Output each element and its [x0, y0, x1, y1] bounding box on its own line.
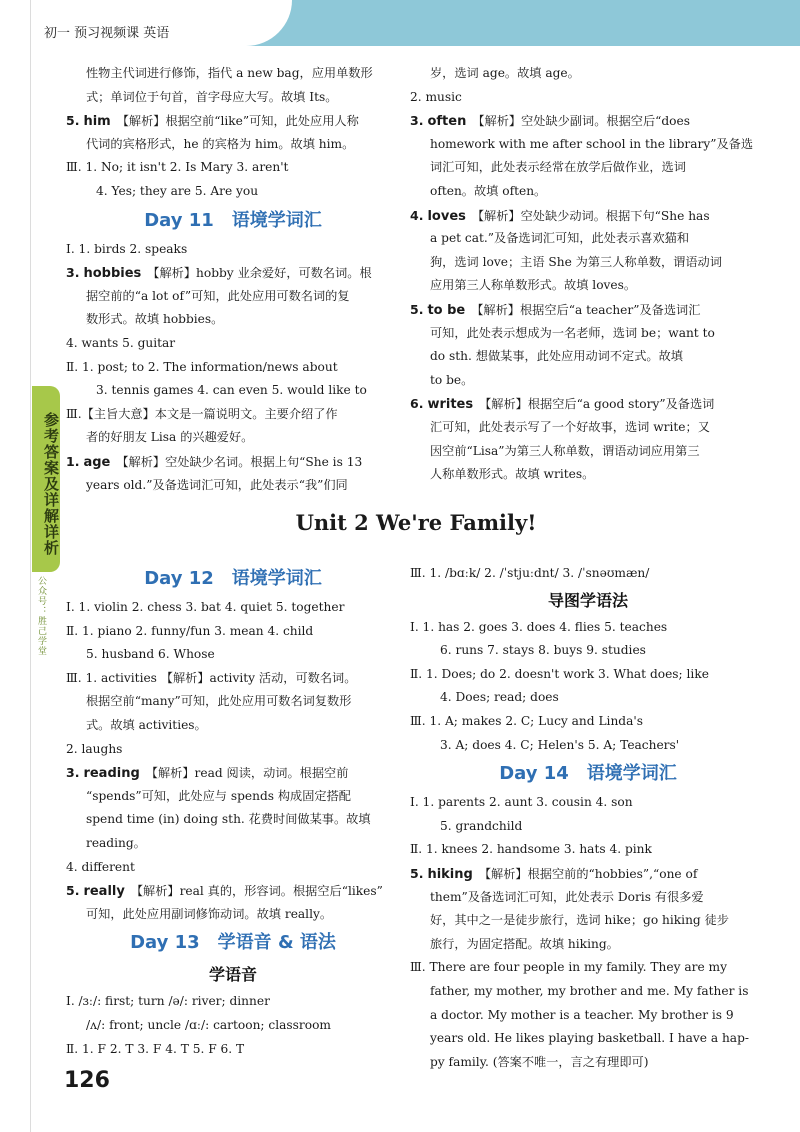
answer-text: Ⅰ. 1. has 2. goes 3. does 4. flies 5. teaches	[410, 619, 668, 634]
answer-line	[410, 62, 766, 86]
answer-text: 【解析】read 阅读，动词。根据空前	[145, 766, 349, 781]
answer-line	[410, 345, 766, 369]
answer-text: a pet cat.”及备选词汇可知，此处表示喜欢猫和	[430, 231, 690, 246]
answer-line	[410, 686, 766, 710]
answer-keyword: hiking	[427, 866, 473, 882]
day-12-label: Day 12	[144, 568, 214, 589]
answer-line	[66, 332, 400, 356]
answer-text: /ʌ/: front; uncle /ɑː/: cartoon; classroom	[86, 1017, 331, 1032]
page-number: 126	[64, 1068, 110, 1093]
answer-line	[410, 298, 766, 322]
answer-line	[66, 1038, 400, 1062]
answer-text: 数形式。故填 hobbies。	[86, 312, 224, 327]
right-column-lower	[410, 562, 766, 1074]
answer-line	[410, 710, 766, 734]
answer-line	[410, 369, 766, 393]
item-number: 1.	[66, 453, 80, 469]
answer-line	[410, 639, 766, 663]
answer-line	[410, 1004, 766, 1028]
item-number: 5.	[66, 883, 80, 899]
answer-text: Ⅲ. 1. A; makes 2. C; Lucy and Linda's	[410, 713, 643, 728]
answer-line	[66, 238, 400, 262]
day-14-heading	[410, 757, 766, 791]
answer-text: 【解析】空处缺少副词。根据空后“does	[472, 114, 690, 129]
answer-text: 应用第三人称单数形式。故填 loves。	[430, 278, 637, 293]
answer-text: 式。故填 activities。	[86, 717, 207, 732]
answer-text: Ⅲ. 1. No; it isn't 2. Is Mary 3. aren't	[66, 160, 289, 175]
left-day13-block	[66, 990, 400, 1061]
right-grammar-block	[410, 616, 766, 758]
answer-text: 3. A; does 4. C; Helen's 5. A; Teachers'	[440, 737, 680, 752]
header-title: 初一 预习视频课 英语	[44, 26, 170, 41]
answer-text: 汇可知，此处表示写了一个好故事，选词 write；又	[430, 419, 710, 434]
answer-text: “spends”可知，此处应与 spends 构成固定搭配	[86, 788, 351, 803]
answer-line	[410, 416, 766, 440]
answer-line	[66, 403, 400, 427]
answer-text: 据空前的“a lot of”可知，此处应用可数名词的复	[86, 288, 350, 303]
answer-line	[410, 156, 766, 180]
answer-line	[410, 109, 766, 133]
answer-line	[66, 156, 400, 180]
day-13-heading	[66, 926, 400, 960]
item-number: 3.	[410, 113, 424, 129]
answer-text: 式；单词位于句首，首字母应大写。故填 Its。	[86, 89, 338, 104]
answer-line	[66, 667, 400, 691]
answer-line	[410, 227, 766, 251]
answer-text: 【解析】real 真的，形容词。根据空后“likes”	[130, 884, 383, 899]
item-number: 5.	[66, 113, 80, 129]
answer-text: 旅行，为固定搭配。故填 hiking。	[430, 936, 619, 951]
left-column-lower	[66, 562, 400, 1061]
answer-line	[66, 450, 400, 474]
answer-text: 因空前“Lisa”为第三人称单数，谓语动词应用第三	[430, 443, 700, 458]
item-number: 3.	[66, 765, 80, 781]
answer-keyword: writes	[427, 397, 474, 413]
answer-line	[66, 714, 400, 738]
day-13-title: 学语音 & 语法	[217, 932, 336, 954]
answer-line	[66, 690, 400, 714]
answer-text: spend time (in) doing sth. 花费时间做某事。故填	[86, 812, 371, 827]
answer-text: 者的好朋友 Lisa 的兴趣爱好。	[86, 430, 254, 445]
answer-text: 2. laughs	[66, 741, 123, 756]
answer-line	[410, 980, 766, 1004]
answer-keyword: really	[83, 884, 125, 900]
answer-line	[410, 440, 766, 464]
answer-text: Ⅰ. 1. violin 2. chess 3. bat 4. quiet 5. together	[66, 600, 345, 614]
answer-text: 4. Does; read; does	[440, 690, 559, 705]
answer-text: Ⅰ. 1. parents 2. aunt 3. cousin 4. son	[410, 795, 633, 810]
answer-line	[410, 322, 766, 346]
day-11-heading	[66, 204, 400, 238]
answer-text: 人称单数形式。故填 writes。	[430, 467, 595, 482]
item-number: 5.	[410, 865, 424, 881]
answer-keyword: hobbies	[83, 266, 142, 282]
answer-line	[410, 616, 766, 640]
answer-line	[410, 663, 766, 687]
grammar-subheading: 导图学语法	[547, 590, 628, 610]
answer-text: 5. grandchild	[440, 818, 523, 833]
left-day12-block	[66, 596, 400, 926]
left-column-upper	[66, 62, 400, 497]
answer-text: a doctor. My mother is a teacher. My brother is 9	[430, 1007, 734, 1022]
answer-text: Ⅱ. 1. F 2. T 3. F 4. T 5. F 6. T	[66, 1041, 245, 1056]
answer-text: 岁，选词 age。故填 age。	[430, 66, 580, 80]
answer-text: Ⅱ. 1. post; to 2. The information/news about	[66, 359, 338, 374]
answer-text: homework with me after school in the library”及备选	[430, 136, 754, 151]
answer-text: Ⅰ. /ɜː/: first; turn /ə/: river; dinner	[66, 994, 270, 1009]
answer-text: Ⅲ. 1. activities 【解析】activity 活动，可数名词。	[66, 670, 357, 685]
left-day11-block	[66, 238, 400, 498]
day-11-title: 语境学词汇	[231, 209, 322, 231]
answer-text: 可知，此处表示想成为一名老师，选词 be；want to	[430, 325, 715, 340]
answer-line	[410, 838, 766, 862]
answer-line	[410, 251, 766, 275]
answer-text: Ⅱ. 1. piano 2. funny/fun 3. mean 4. child	[66, 623, 314, 638]
answer-line	[66, 903, 400, 927]
item-number: 3.	[66, 265, 80, 281]
answer-line	[66, 785, 400, 809]
answer-line	[66, 133, 400, 157]
answer-text: 好，其中之一是徒步旅行，选词 hike；go hiking 徒步	[430, 913, 729, 928]
answer-line	[410, 133, 766, 157]
answer-line	[410, 933, 766, 957]
day-13-label: Day 13	[130, 932, 200, 954]
answer-text: 3. tennis games 4. can even 5. would like to	[96, 383, 367, 398]
answer-line	[66, 356, 400, 380]
answer-text: 【解析】空处缺少动词。根据下句“She has	[471, 208, 710, 223]
answer-line	[66, 879, 400, 903]
answer-line	[410, 180, 766, 204]
answer-line	[66, 738, 400, 762]
item-number: 6.	[410, 396, 424, 412]
answer-line	[66, 62, 400, 86]
answer-line	[410, 815, 766, 839]
answer-text: years old. He likes playing basketball. I have a hap-	[430, 1031, 749, 1046]
answer-text: 【解析】根据空前“like”可知，此处应用人称	[116, 114, 359, 129]
answer-text: Ⅲ.【主旨大意】本文是一篇说明文。主要介绍了作	[66, 406, 338, 421]
answer-text: 狗，选词 love；主语 She 为第三人称单数，谓语动词	[430, 254, 722, 269]
answer-line	[66, 990, 400, 1014]
answer-line	[410, 463, 766, 487]
answer-line	[410, 862, 766, 886]
answer-line	[66, 808, 400, 832]
answer-line	[410, 886, 766, 910]
answer-text: py family. (答案不唯一，言之有理即可)	[430, 1054, 649, 1069]
answer-text: 4. different	[66, 859, 135, 874]
answer-line	[66, 86, 400, 110]
day-12-heading	[66, 562, 400, 596]
answer-line	[66, 596, 400, 620]
answer-text: Ⅰ. 1. birds 2. speaks	[66, 241, 188, 256]
day-14-title: 语境学词汇	[586, 763, 677, 785]
item-number: 4.	[410, 207, 424, 223]
answer-line	[66, 832, 400, 856]
answer-line	[66, 856, 400, 880]
answer-text: 代词的宾格形式，he 的宾格为 him。故填 him。	[86, 136, 355, 151]
answer-text: them”及备选词汇可知，此处表示 Doris 有很多爱	[430, 889, 704, 904]
answer-text: Ⅲ. 1. /bɑːk/ 2. /ˈstjuːdnt/ 3. /ˈsnəʊmæn/	[410, 566, 650, 580]
side-tab-small-text: 公众号：胜己学堂	[36, 576, 46, 656]
answer-line	[66, 379, 400, 403]
pronunciation-subheading: 学语音	[208, 965, 257, 985]
answer-line	[66, 761, 400, 785]
answer-text: Ⅱ. 1. Does; do 2. doesn't work 3. What does; like	[410, 666, 709, 681]
answer-keyword: often	[427, 114, 467, 130]
answer-line	[66, 643, 400, 667]
answer-text: 6. runs 7. stays 8. buys 9. studies	[440, 643, 646, 658]
answer-keyword: to be	[427, 302, 466, 318]
answer-text: Ⅱ. 1. knees 2. handsome 3. hats 4. pink	[410, 842, 652, 857]
answer-line	[66, 426, 400, 450]
answer-text: reading。	[86, 835, 146, 850]
answer-line	[66, 109, 400, 133]
answer-line	[410, 909, 766, 933]
answer-line	[410, 274, 766, 298]
answer-text: 性物主代词进行修饰，指代 a new bag，应用单数形	[86, 66, 373, 80]
answer-text: 【解析】根据空后“a good story”及备选词	[479, 397, 715, 412]
answer-line	[66, 261, 400, 285]
answer-keyword: him	[83, 114, 111, 130]
answer-text: 【解析】hobby 业余爱好，可数名词。根	[147, 266, 372, 281]
answer-text: 5. husband 6. Whose	[86, 647, 215, 662]
answer-text: father, my mother, my brother and me. My father is	[430, 983, 749, 998]
answer-line	[66, 620, 400, 644]
answer-text: 2. music	[410, 89, 462, 104]
answer-keyword: loves	[427, 208, 466, 224]
item-number: 5.	[410, 301, 424, 317]
answer-text: 词汇可知，此处表示经常在放学后做作业，选词	[430, 160, 686, 175]
answer-keyword: age	[83, 454, 111, 470]
left-top-block	[66, 62, 400, 204]
answer-line	[410, 734, 766, 758]
answer-text: often。故填 often。	[430, 183, 547, 198]
answer-line	[410, 1027, 766, 1051]
answer-line	[66, 1014, 400, 1038]
right-top-block	[410, 62, 766, 487]
answer-text: 4. wants 5. guitar	[66, 335, 176, 350]
answer-text: 【解析】根据空后“a teacher”及备选词汇	[471, 302, 701, 317]
answer-line	[410, 86, 766, 110]
day-14-label: Day 14	[499, 763, 569, 785]
answer-line	[410, 392, 766, 416]
answer-text: 4. Yes; they are 5. Are you	[96, 183, 259, 198]
answer-line	[66, 180, 400, 204]
answer-text: years old.”及备选词汇可知，此处表示“我”们同	[86, 477, 348, 492]
answer-text: 【解析】空处缺少名词。根据上句“She is 13	[116, 454, 363, 469]
answer-line	[66, 308, 400, 332]
answer-keyword: reading	[83, 766, 140, 782]
day-12-title: 语境学词汇	[231, 568, 322, 589]
unit-title: Unit 2 We're Family!	[295, 510, 537, 535]
answer-line	[410, 791, 766, 815]
answer-line	[410, 562, 766, 586]
answer-text: to be。	[430, 372, 474, 387]
answer-line	[410, 956, 766, 980]
answer-line	[410, 204, 766, 228]
answer-text: 根据空前“many”可知，此处应用可数名词复数形	[86, 694, 352, 709]
answer-text: Ⅲ. There are four people in my family. They are my	[410, 960, 727, 975]
side-tab: 参考答案及详解详析	[32, 386, 60, 572]
answer-text: 可知，此处应用副词修饰动词。故填 really。	[86, 906, 333, 921]
answer-text: do sth. 想做某事，此处应用动词不定式。故填	[430, 349, 683, 364]
answer-line	[410, 1051, 766, 1075]
right-column-upper	[410, 62, 766, 487]
right-day13-block	[410, 562, 766, 586]
right-day14-block	[410, 791, 766, 1074]
day-11-label: Day 11	[144, 209, 214, 231]
answer-text: 【解析】根据空前的“hobbies”,“one of	[478, 866, 698, 881]
answer-line	[66, 474, 400, 498]
answer-line	[66, 285, 400, 309]
